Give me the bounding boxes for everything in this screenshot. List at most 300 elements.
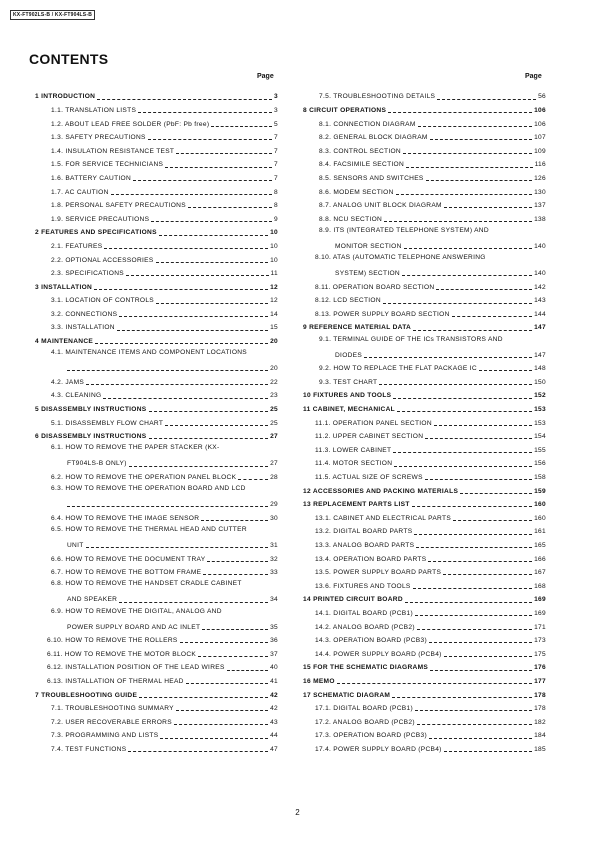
toc-entry-title: 8.13. POWER SUPPLY BOARD SECTION [315,310,450,318]
dot-leader [479,370,532,371]
toc-entry[interactable] [303,387,546,401]
toc-entry-title: 11.5. ACTUAL SIZE OF SCREWS [315,474,423,482]
toc-entry-page: 27 [270,460,278,468]
toc-entry[interactable] [35,659,278,673]
dot-leader [418,126,532,127]
dot-leader [128,751,268,752]
toc-entry[interactable] [303,550,546,564]
dot-leader [452,316,532,317]
dot-leader [165,167,272,168]
dot-leader [383,303,532,304]
dot-leader [412,506,532,507]
toc-entry-title: 1.5. FOR SERVICE TECHNICIANS [51,161,164,169]
toc-entry-title: 9 REFERENCE MATERIAL DATA [303,324,412,332]
toc-entry[interactable] [303,183,546,197]
toc-entry[interactable] [35,414,278,428]
toc-entry-page: 32 [270,555,278,563]
toc-entry-title: 13.4. OPERATION BOARD PARTS [315,555,427,563]
model-header: KX-FT902LS-B / KX-FT904LS-B [10,10,95,20]
toc-entry-title: 4.1. MAINTENANCE ITEMS AND COMPONENT LOCATIONS [51,349,248,357]
toc-entry-title: 2 FEATURES AND SPECIFICATIONS [35,229,157,237]
toc-entry[interactable] [303,88,546,102]
toc-entry[interactable] [35,319,278,333]
toc-entry[interactable] [303,686,546,700]
toc-entry[interactable] [35,605,278,632]
dot-leader [159,235,268,236]
toc-entry-title: 17 SCHEMATIC DIAGRAM [303,691,391,699]
toc-entry-title: 6.12. INSTALLATION POSITION OF THE LEAD WIRES [47,664,225,672]
toc-entry-title: 6.10. HOW TO REMOVE THE ROLLERS [47,637,178,645]
toc-entry-title: 8.3. CONTROL SECTION [319,147,401,155]
toc-entry-title: 8 CIRCUIT OPERATIONS [303,106,387,114]
toc-entry-page: 177 [534,677,546,685]
dot-leader [188,207,272,208]
toc-entry[interactable] [35,741,278,755]
toc-entry[interactable] [303,659,546,673]
toc-entry-title: 6.3. HOW TO REMOVE THE OPERATION BOARD AND LCD [51,485,246,493]
toc-entry-title: 14.2. ANALOG BOARD (PCB2) [315,623,415,631]
toc-entry-title: 13.2. DIGITAL BOARD PARTS [315,528,413,536]
toc-entry-title: 6.9. HOW TO REMOVE THE DIGITAL, ANALOG AND [51,607,222,615]
dot-leader [156,262,269,263]
toc-entry-title: 7 TROUBLESHOOTING GUIDE [35,691,138,699]
toc-entry-title: 17.4. POWER SUPPLY BOARD (PCB4) [315,745,442,753]
dot-leader [186,683,268,684]
dot-leader [415,615,532,616]
toc-entry-title: 11.2. UPPER CABINET SECTION [315,433,424,441]
toc-entry-page: 160 [534,501,546,509]
toc-entry-title: 15 FOR THE SCHEMATIC DIAGRAMS [303,664,429,672]
dot-leader [111,194,272,195]
toc-entry[interactable] [303,292,546,306]
toc-entry-page: 10 [270,256,278,264]
toc-entry[interactable] [303,632,546,646]
toc-entry-title: 4.3. CLEANING [51,392,102,400]
toc-entry-title: 17.3. OPERATION BOARD (PCB3) [315,732,427,740]
toc-entry[interactable] [35,278,278,292]
toc-entry[interactable] [35,727,278,741]
toc-entry-page: 22 [270,378,278,386]
dot-leader [394,466,532,467]
toc-entry[interactable] [35,550,278,564]
dot-leader [149,438,269,439]
toc-entry[interactable] [35,577,278,604]
toc-entry[interactable] [303,210,546,224]
dot-leader [151,221,272,222]
toc-entry-title-continued: POWER SUPPLY BOARD AND AC INLET [67,623,201,631]
toc-entry-page: 173 [534,637,546,645]
dot-leader [156,303,268,304]
toc-entry[interactable] [35,102,278,116]
dot-leader [119,316,268,317]
toc-entry-page: 160 [534,514,546,522]
toc-entry[interactable] [303,278,546,292]
dot-leader [444,207,532,208]
toc-entry[interactable] [35,251,278,265]
toc-entry-page: 34 [270,596,278,604]
toc-entry[interactable] [35,673,278,687]
dot-leader [86,547,268,548]
toc-entry[interactable] [303,251,546,278]
toc-entry-title: 11.1. OPERATION PANEL SECTION [315,419,432,427]
toc-entry-page: 169 [534,609,546,617]
dot-leader [207,561,268,562]
dot-leader [67,506,268,507]
toc-entry-title: 1.1. TRANSLATION LISTS [51,106,137,114]
dot-leader [201,520,268,521]
dot-leader [429,738,532,739]
toc-entry[interactable] [35,482,278,509]
toc-entry[interactable] [35,170,278,184]
toc-entry[interactable] [35,346,278,373]
dot-leader [434,425,532,426]
toc-entry-title: 5 DISASSEMBLY INSTRUCTIONS [35,406,147,414]
toc-entry-page: 7 [274,161,278,169]
toc-entry-page: 178 [534,705,546,713]
toc-entry-page: 8 [274,188,278,196]
toc-entry[interactable] [35,210,278,224]
dot-leader [86,384,268,385]
toc-entry-title: 6.7. HOW TO REMOVE THE BOTTOM FRAME [51,569,202,577]
toc-entry[interactable] [303,482,546,496]
toc-entry-page: 27 [270,433,278,441]
toc-entry-page: 33 [270,569,278,577]
toc-entry-page: 152 [534,392,546,400]
toc-entry[interactable] [303,645,546,659]
toc-entry-title: 11 CABINET, MECHANICAL [303,406,395,414]
toc-entry-title: 7.3. PROGRAMMING AND LISTS [51,732,159,740]
toc-entry-title: 7.4. TEST FUNCTIONS [51,745,127,753]
toc-entry[interactable] [303,469,546,483]
toc-entry-title-continued: DIODES [335,351,363,359]
toc-entry-title: 11.4. MOTOR SECTION [315,460,393,468]
toc-entry[interactable] [303,428,546,442]
dot-leader [203,574,268,575]
toc-column-left [35,88,278,754]
toc-entry[interactable] [35,509,278,523]
toc-entry[interactable] [35,129,278,143]
dot-leader [425,479,532,480]
toc-entry-title: 3.2. CONNECTIONS [51,310,118,318]
dot-leader [436,289,532,290]
toc-entry[interactable] [303,102,546,116]
toc-entry[interactable] [35,373,278,387]
toc-entry-page: 143 [534,297,546,305]
dot-leader [393,452,532,453]
toc-entry-title: 6.5. HOW TO REMOVE THE THERMAL HEAD AND CUTTER [51,526,247,533]
toc-entry-title: 14.4. POWER SUPPLY BOARD (PCB4) [315,650,442,658]
toc-entry-page: 175 [534,650,546,658]
dot-leader [379,384,532,385]
toc-entry[interactable] [35,523,278,550]
toc-entry[interactable] [303,673,546,687]
toc-entry-title: 5.1. DISASSEMBLY FLOW CHART [51,419,164,427]
toc-entry[interactable] [35,197,278,211]
toc-entry-page: 31 [270,541,278,549]
toc-entry[interactable] [303,224,546,251]
toc-entry[interactable] [303,414,546,428]
toc-entry-page: 168 [534,582,546,590]
toc-entry-page: 12 [270,297,278,305]
toc-entry[interactable] [303,129,546,143]
dot-leader [413,330,532,331]
toc-entry-page: 15 [270,324,278,332]
dot-leader [414,534,532,535]
dot-leader [227,670,268,671]
dot-leader [453,520,532,521]
toc-entry[interactable] [35,238,278,252]
dot-leader [117,330,268,331]
dot-leader [202,629,268,630]
toc-entry-title: 7.1. TROUBLESHOOTING SUMMARY [51,705,174,713]
toc-entry[interactable] [303,523,546,537]
dot-leader [94,289,268,290]
toc-entry-page: 184 [534,732,546,740]
toc-entry-title: 8.8. NCU SECTION [319,215,383,223]
toc-entry-title: 8.6. MODEM SECTION [319,188,394,196]
toc-entry[interactable] [35,265,278,279]
toc-entry[interactable] [303,197,546,211]
toc-entry[interactable] [35,713,278,727]
dot-leader [165,425,268,426]
toc-entry-page: 47 [270,745,278,753]
toc-entry[interactable] [303,496,546,510]
toc-entry-title: 1.6. BATTERY CAUTION [51,174,132,182]
toc-entry-page: 41 [270,677,278,685]
toc-entry[interactable] [35,224,278,238]
toc-entry[interactable] [303,455,546,469]
dot-leader [430,139,532,140]
toc-entry-title: 2.1. FEATURES [51,242,103,250]
dot-leader [103,398,268,399]
dot-leader [67,370,268,371]
toc-entry[interactable] [35,401,278,415]
toc-entry-title: 12 ACCESSORIES AND PACKING MATERIALS [303,487,459,495]
toc-entry[interactable] [303,333,546,360]
toc-entry-page: 28 [270,474,278,482]
dot-leader [97,99,272,100]
toc-entry-page: 56 [538,93,546,101]
toc-entry-title: 4.2. JAMS [51,378,85,386]
toc-entry[interactable] [303,727,546,741]
toc-entry-page: 147 [534,324,546,332]
toc-entry-title: 14.1. DIGITAL BOARD (PCB1) [315,609,413,617]
toc-entry-page: 109 [534,147,546,155]
toc-entry-page: 8 [274,202,278,210]
toc-entry-page: 14 [270,310,278,318]
toc-entry-title-continued: AND SPEAKER [67,596,118,604]
dot-leader [404,248,532,249]
toc-entry-title: 13.3. ANALOG BOARD PARTS [315,541,415,549]
toc-entry[interactable] [303,401,546,415]
toc-entry[interactable] [303,170,546,184]
toc-entry-title: 1.9. SERVICE PRECAUTIONS [51,215,150,223]
toc-entry-title: 1.7. AC CAUTION [51,188,109,196]
toc-entry-title: 11.3. LOWER CABINET [315,446,392,454]
toc-entry-page: 40 [270,664,278,672]
dot-leader [415,710,532,711]
toc-entry-title: 3 INSTALLATION [35,283,93,291]
toc-entry[interactable] [35,645,278,659]
toc-entry[interactable] [35,469,278,483]
toc-entry-title: 7.5. TROUBLESHOOTING DETAILS [319,93,436,101]
toc-entry[interactable] [303,373,546,387]
toc-entry[interactable] [303,605,546,619]
toc-entry-page: 11 [270,270,278,278]
dot-leader [403,153,532,154]
dot-leader [148,139,272,140]
dot-leader [417,724,532,725]
dot-leader [119,602,268,603]
toc-entry[interactable] [35,142,278,156]
dot-leader [198,656,268,657]
toc-entry-page: 12 [270,283,278,291]
toc-entry-page: 107 [534,134,546,142]
dot-leader [388,112,532,113]
toc-entry-title: 1.8. PERSONAL SAFETY PRECAUTIONS [51,202,186,210]
toc-entry[interactable] [35,564,278,578]
toc-entry-page: 140 [534,270,546,278]
toc-entry-title: 13.5. POWER SUPPLY BOARD PARTS [315,569,442,577]
dot-leader [428,561,532,562]
dot-leader [149,411,269,412]
toc-entry-title: 9.2. HOW TO REPLACE THE FLAT PACKAGE IC [319,365,477,373]
toc-entry-title: 6.11. HOW TO REMOVE THE MOTOR BLOCK [47,650,197,658]
toc-entry-title: 8.5. SENSORS AND SWITCHES [319,174,424,182]
toc-entry-page: 167 [534,569,546,577]
toc-entry-page: 144 [534,310,546,318]
toc-entry[interactable] [303,564,546,578]
toc-entry-title: 7.2. USER RECOVERABLE ERRORS [51,718,172,726]
toc-entry-page: 44 [270,732,278,740]
toc-entry[interactable] [303,577,546,591]
toc-entry[interactable] [35,700,278,714]
toc-entry-page: 138 [534,215,546,223]
toc-entry-title: 8.2. GENERAL BLOCK DIAGRAM [319,134,428,142]
toc-entry-page: 178 [534,691,546,699]
dot-leader [460,493,532,494]
toc-entry-title: 8.4. FACSIMILE SECTION [319,161,405,169]
toc-entry[interactable] [35,632,278,646]
dot-leader [133,180,272,181]
toc-entry-title: 9.1. TERMINAL GUIDE OF THE ICs TRANSISTORS AND [319,335,503,343]
dot-leader [405,602,532,603]
toc-entry[interactable] [303,537,546,551]
toc-entry[interactable] [303,591,546,605]
toc-entry[interactable] [35,183,278,197]
toc-entry-page: 158 [534,474,546,482]
toc-entry-page: 153 [534,406,546,414]
toc-entry-page: 42 [270,691,278,699]
page-number: 2 [295,808,300,817]
toc-entry-page: 176 [534,664,546,672]
toc-entry-title: 8.1. CONNECTION DIAGRAM [319,120,416,128]
toc-entry-page: 182 [534,718,546,726]
toc-entry-page: 169 [534,596,546,604]
toc-entry-title: 1.3. SAFETY PRECAUTIONS [51,134,146,142]
toc-entry[interactable] [303,700,546,714]
toc-entry[interactable] [35,428,278,442]
toc-entry[interactable] [303,142,546,156]
dot-leader [337,683,532,684]
dot-leader [444,656,532,657]
toc-entry[interactable] [35,441,278,468]
toc-entry-page: 3 [274,106,278,114]
toc-entry-page: 10 [270,242,278,250]
toc-entry[interactable] [35,115,278,129]
toc-entry-page: 171 [534,623,546,631]
dot-leader [437,99,536,100]
toc-entry[interactable] [35,333,278,347]
toc-entry[interactable] [303,618,546,632]
toc-entry-page: 106 [534,106,546,114]
toc-entry-page: 10 [270,229,278,237]
toc-entry-title: 8.7. ANALOG UNIT BLOCK DIAGRAM [319,202,442,210]
toc-entry[interactable] [303,441,546,455]
toc-entry[interactable] [303,713,546,727]
toc-entry-title: 10 FIXTURES AND TOOLS [303,392,392,400]
toc-entry-page: 148 [534,365,546,373]
dot-leader [392,697,532,698]
dot-leader [429,642,532,643]
toc-entry-page: 29 [270,501,278,509]
toc-entry[interactable] [303,741,546,755]
toc-entry-title: 6.1. HOW TO REMOVE THE PAPER STACKER (KX- [51,444,220,452]
toc-column-right [303,88,546,754]
dot-leader [416,547,532,548]
dot-leader [413,588,532,589]
toc-entry[interactable] [35,306,278,320]
toc-entry-title: 8.11. OPERATION BOARD SECTION [315,283,435,291]
toc-entry[interactable] [303,306,546,320]
toc-entry[interactable] [303,360,546,374]
toc-entry-title: 16 MEMO [303,677,335,685]
toc-entry-title-continued: FT904LS-B ONLY) [67,460,127,468]
toc-entry[interactable] [303,319,546,333]
toc-entry-page: 155 [534,446,546,454]
toc-entry-page: 154 [534,433,546,441]
toc-entry[interactable] [303,156,546,170]
toc-entry[interactable] [35,88,278,102]
toc-entry-page: 25 [270,406,278,414]
dot-leader [138,112,272,113]
toc-entry-title: 13 REPLACEMENT PARTS LIST [303,501,410,509]
toc-entry[interactable] [303,509,546,523]
toc-entry-title: 6.2. HOW TO REMOVE THE OPERATION PANEL BLOCK [51,474,237,482]
toc-entry-title: 1.4. INSULATION RESISTANCE TEST [51,147,175,155]
toc-entry[interactable] [35,156,278,170]
toc-entry[interactable] [303,115,546,129]
toc-entry-page: 3 [274,93,278,101]
dot-leader [402,275,532,276]
toc-entry-page: 35 [270,623,278,631]
toc-entry[interactable] [35,686,278,700]
toc-entry-title-continued: UNIT [67,541,84,549]
dot-leader [129,466,268,467]
dot-leader [104,248,268,249]
dot-leader [443,574,532,575]
toc-entry-page: 20 [270,338,278,346]
toc-entry-title: 13.6. FIXTURES AND TOOLS [315,582,411,590]
toc-entry[interactable] [35,387,278,401]
toc-entry-title: 9.3. TEST CHART [319,378,378,386]
dot-leader [425,438,532,439]
dot-leader [238,479,268,480]
toc-entry-title: 3.3. INSTALLATION [51,324,115,332]
toc-entry-page: 126 [534,174,546,182]
toc-entry-title: 17.2. ANALOG BOARD (PCB2) [315,718,415,726]
toc-entry[interactable] [35,292,278,306]
